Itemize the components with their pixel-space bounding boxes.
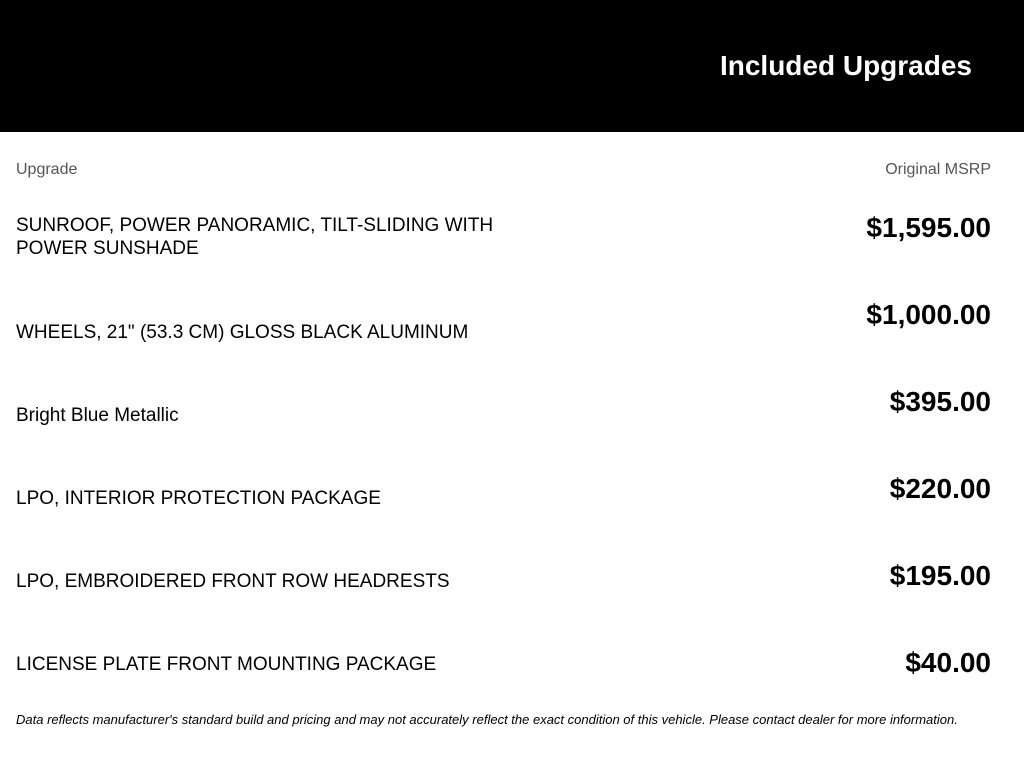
upgrade-column-header: Upgrade: [16, 161, 78, 178]
upgrade-name: WHEELS, 21" (53.3 CM) GLOSS BLACK ALUMINUM: [16, 322, 469, 343]
upgrade-name: LPO, EMBROIDERED FRONT ROW HEADRESTS: [16, 571, 450, 592]
upgrade-name: Bright Blue Metallic: [16, 405, 179, 426]
list-item: [16, 631, 991, 718]
upgrade-price: $395.00: [889, 386, 991, 417]
upgrade-name: LPO, INTERIOR PROTECTION PACKAGE: [16, 488, 381, 509]
upgrade-name: LICENSE PLATE FRONT MOUNTING PACKAGE: [16, 654, 437, 675]
upgrade-name: SUNROOF, POWER PANORAMIC, TILT-SLIDING WITH POWER SUNSHADE: [16, 215, 494, 259]
list-item: [16, 370, 991, 457]
upgrade-price: $195.00: [889, 560, 991, 591]
list-item: [16, 196, 991, 283]
list-item: [16, 283, 991, 370]
disclaimer-note: Data reflects manufacturer's standard build and pricing and may not accurately reflect the exact condition of this vehicle. Please contact dealer for more information.: [16, 712, 958, 727]
msrp-column-header: Original MSRP: [885, 161, 991, 178]
upgrade-price: $220.00: [889, 473, 991, 504]
upgrade-price: $40.00: [905, 647, 991, 678]
page-header: [0, 0, 1024, 132]
upgrades-list: [16, 196, 991, 718]
list-item: [16, 457, 991, 544]
page-title: Included Upgrades: [719, 50, 972, 81]
upgrade-price: $1,000.00: [866, 299, 991, 330]
list-item: [16, 544, 991, 631]
upgrade-price: $1,595.00: [866, 212, 991, 243]
